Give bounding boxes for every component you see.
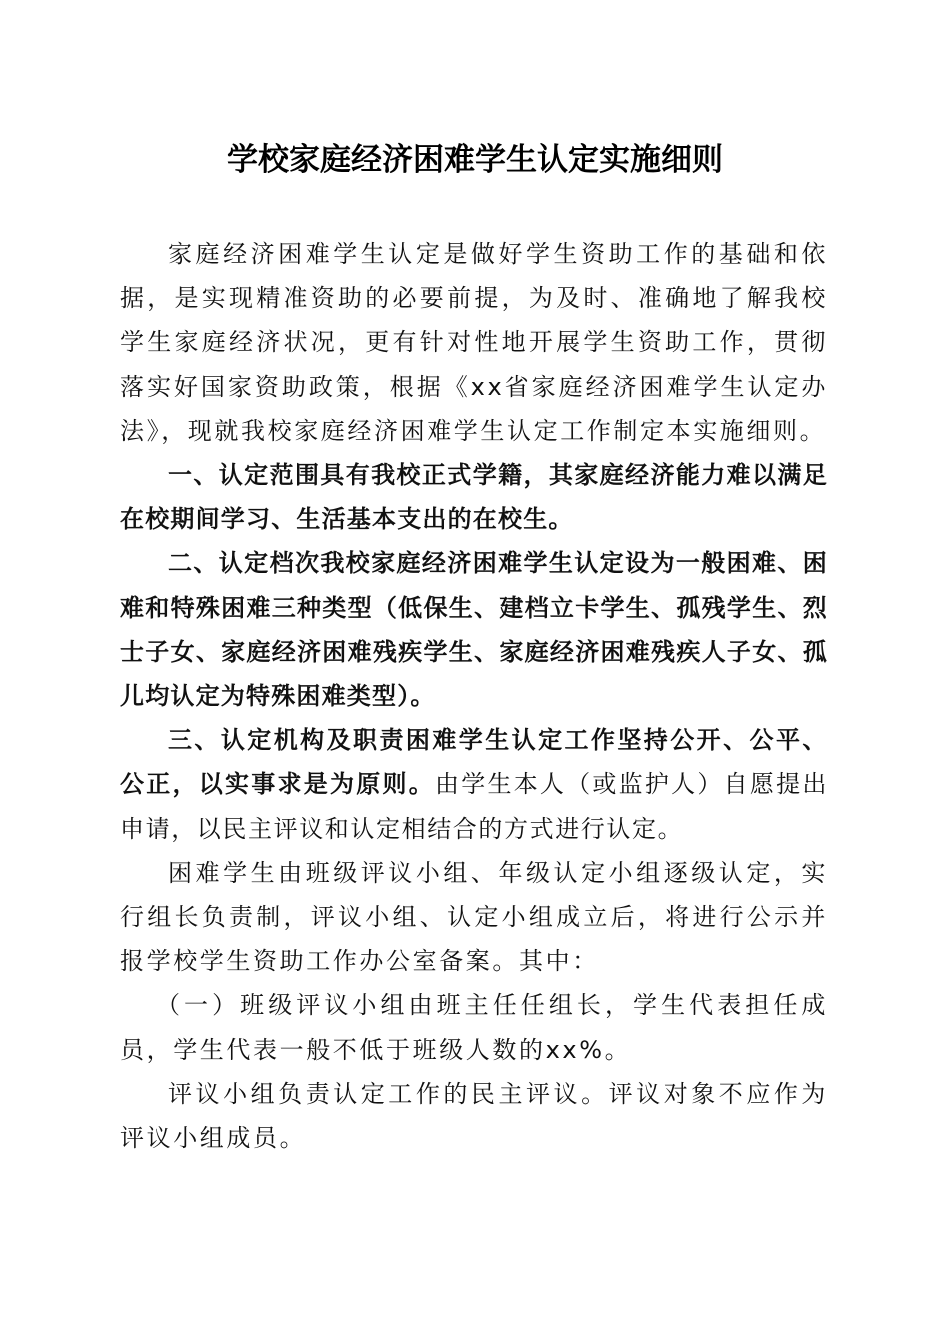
document-title: 学校家庭经济困难学生认定实施细则 <box>227 142 723 178</box>
section-3-heading: 三、认定机构及职责困难学生认定工作坚持公开、公平、公正，以实事求是为原则。 <box>120 726 828 799</box>
section-3-text: 由学生本人（或监护人）自愿提出申请，以民主评议和认定相结合的方式进行认定。 <box>120 770 828 843</box>
groups-paragraph: 困难学生由班级评议小组、年级认定小组逐级认定，实行组长负责制，评议小组、认定小组成立后，将进行公示并报学校学生资助工作办公室备案。其中： <box>120 858 828 976</box>
item-1-class-review-group: （一）班级评议小组由班主任任组长，学生代表担任成员，学生代表一般不低于班级人数的xx%。 <box>120 991 828 1064</box>
section-2-levels: 二、认定档次我校家庭经济困难学生认定设为一般困难、困难和特殊困难三种类型（低保生、建档立卡学生、孤残学生、烈士子女、家庭经济困难残疾学生、家庭经济困难残疾人子女、孤儿均认定为特殊困难类型）。 <box>120 549 828 711</box>
item-1-note: 评议小组负责认定工作的民主评议。评议对象不应作为评议小组成员。 <box>120 1079 828 1153</box>
section-1-scope: 一、认定范围具有我校正式学籍，其家庭经济能力难以满足在校期间学习、生活基本支出的在校生。 <box>120 461 828 534</box>
intro-paragraph: 家庭经济困难学生认定是做好学生资助工作的基础和依据，是实现精准资助的必要前提，为及时、准确地了解我校学生家庭经济状况，更有针对性地开展学生资助工作，贯彻落实好国家资助政策，根据《xx省家庭经济困难学生认定办法》，现就我校家庭经济困难学生认定工作制定本实施细则。 <box>120 240 828 445</box>
document-body <box>120 232 828 1160</box>
section-3-organization <box>120 718 828 851</box>
